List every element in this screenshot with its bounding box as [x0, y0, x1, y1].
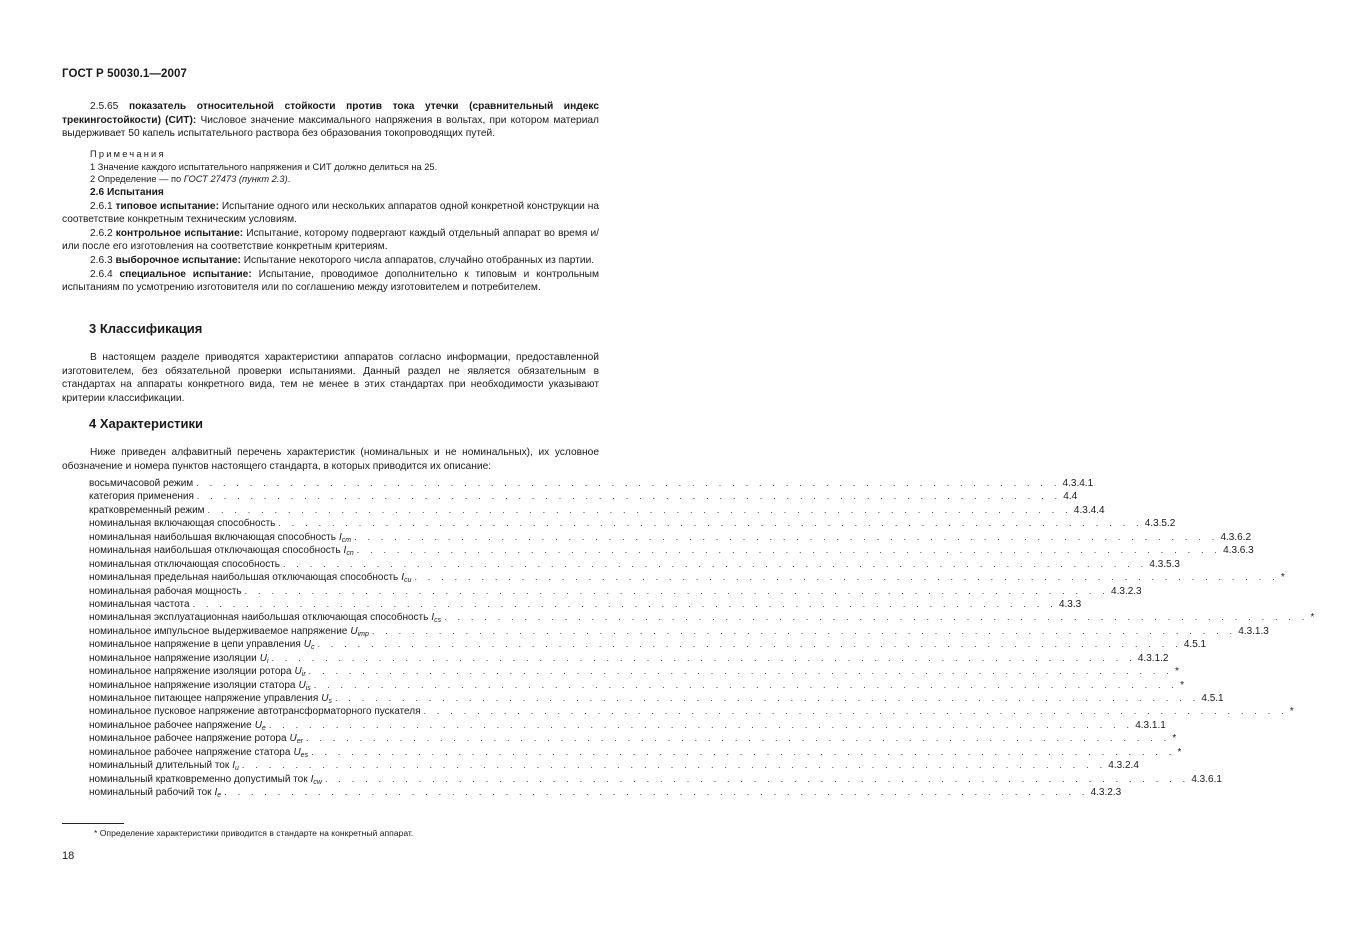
symbol-letter: I: [401, 572, 405, 584]
list-item: [89, 544, 1254, 558]
leader-dots: . . . . . . . . . . . . . . . . . . . . . . . . . . . . . . . . . . . . . . . . . . . . . . . . . . . . . . . . . . . . . . . . .: [268, 719, 1134, 730]
characteristic-name: номинальное пусковое напряжение автотрансформаторного пускателя: [89, 706, 421, 718]
footnote: * Определение характеристики приводится в стандарте на конкретный аппарат.: [94, 828, 414, 838]
note-2-reference: ГОСТ 27473 (пункт 2.3): [183, 174, 288, 185]
leader-dots: . . . . . . . . . . . . . . . . . . . . . . . . . . . . . . . . . . . . . . . . . . . . . . . . . . . . . . . . . . . . . . . . .: [196, 491, 1062, 502]
list-item: [89, 517, 1176, 530]
list-item: [89, 719, 1166, 732]
characteristic-name: номинальный длительный ток: [89, 760, 230, 772]
symbol-letter: U: [303, 639, 311, 651]
symbol-subscript: u: [235, 765, 239, 773]
characteristic-name: номинальное рабочее напряжение статора: [89, 746, 291, 758]
clause-reference: 4.3.6.1: [1191, 773, 1222, 785]
characteristic-name: номинальная рабочая мощность: [89, 585, 242, 597]
characteristic-name: номинальная отключающая способность: [89, 558, 280, 570]
clause-term: специальное испытание:: [119, 268, 252, 280]
clause-reference: *: [1310, 612, 1315, 624]
characteristic-name: номинальное напряжение в цепи управления: [89, 639, 301, 651]
list-item: [89, 652, 1169, 665]
symbol-letter: U: [321, 693, 329, 704]
clause-2-5-65: [62, 100, 599, 141]
clause-reference: *: [1177, 746, 1182, 758]
section-3-title: 3 Классификация: [89, 321, 203, 336]
clause-reference: 4.5.1: [1183, 639, 1207, 651]
leader-dots: . . . . . . . . . . . . . . . . . . . . . . . . . . . . . . . . . . . . . . . . . . . . . . . . . . . . . . . . . . . . . . . . .: [278, 518, 1143, 529]
characteristic-name: номинальный рабочий ток: [89, 787, 212, 799]
clause-reference: 4.3.4.4: [1073, 504, 1105, 516]
clause-number: 2.6.1: [90, 200, 113, 212]
symbol-subscript: s: [328, 698, 332, 705]
list-item: [89, 585, 1142, 598]
symbol-letter: U: [293, 746, 301, 758]
symbol-letter: U: [254, 719, 262, 731]
section-2-6: [62, 186, 599, 295]
clause-term: типовое испытание:: [115, 200, 219, 212]
section-4-title: 4 Характеристики: [89, 416, 204, 431]
symbol-letter: I: [431, 612, 435, 624]
characteristic-name: восьмичасовой режим: [89, 478, 194, 489]
clause-reference: 4.3.1.3: [1238, 625, 1269, 637]
section-4-intro: Ниже приведен алфавитный перечень характеристик (номинальных и не номинальных), их условное обозначение и номера пунктов настоящего стандарта, в которых приводится их описание:: [62, 447, 599, 472]
leader-dots: . . . . . . . . . . . . . . . . . . . . . . . . . . . . . . . . . . . . . . . . . . . . . . . . . . . . . . . . . . . . . . . . .: [241, 760, 1107, 771]
characteristic-name: номинальная эксплуатационная наибольшая отключающая способность: [89, 612, 429, 624]
characteristic-name: номинальное рабочее напряжение: [89, 719, 252, 731]
notes-block: [62, 148, 599, 186]
list-item: [89, 504, 1105, 517]
characteristic-name: номинальная предельная наибольшая отключающая способность: [89, 572, 399, 584]
list-item: [89, 477, 1094, 490]
leader-dots: . . . . . . . . . . . . . . . . . . . . . . . . . . . . . . . . . . . . . . . . . . . . . . . . . . . . . . . . . . . . . . . . .: [356, 545, 1222, 556]
symbol-subscript: c: [310, 644, 315, 652]
symbol-letter: U: [294, 666, 302, 678]
clause-reference: 4.3.6.2: [1220, 531, 1252, 543]
symbol-letter: I: [310, 773, 314, 785]
symbol-subscript: cw: [313, 778, 322, 786]
leader-dots: . . . . . . . . . . . . . . . . . . . . . . . . . . . . . . . . . . . . . . . . . . . . . . . . . . . . . . . . . . . . . . . . .: [207, 504, 1072, 515]
clause-text: Испытание одного или нескольких аппаратов одной конкретной конструкции на соответствие конкретным техническим условиям.: [62, 200, 599, 226]
list-item: [89, 638, 1207, 652]
clause-definition: Числовое значение максимального напряжения в вольтах, при котором материал выдерживает 50 капель испытательного раствора без образования токопроводящих путей.: [62, 114, 599, 140]
list-item: [89, 759, 1139, 773]
characteristic-name: номинальное питающее напряжение управления: [89, 693, 319, 704]
leader-dots: . . . . . . . . . . . . . . . . . . . . . . . . . . . . . . . . . . . . . . . . . . . . . . . . . . . . . . . . . . . . . . . . .: [371, 625, 1237, 636]
clause-text: Испытание, которому подвергают каждый отдельный аппарат во время и/или после его изготовления на соответствие конкретным критериям.: [62, 227, 599, 253]
clause-number: 2.5.65: [90, 101, 119, 112]
leader-dots: . . . . . . . . . . . . . . . . . . . . . . . . . . . . . . . . . . . . . . . . . . . . . . . . . . . . . . . . . . . . . . . . .: [196, 478, 1061, 488]
symbol-subscript: e: [217, 792, 222, 800]
clause-text: Испытание, проводимое дополнительно к типовым и контрольным испытаниям по усмотрению изготовителя или по соглашению между изготовителем и потребителем.: [62, 268, 599, 294]
clause-reference: 4.3.5.2: [1144, 518, 1176, 530]
symbol-letter: U: [350, 625, 358, 637]
symbol-subscript: cm: [341, 536, 352, 544]
characteristic-name: категория применения: [89, 491, 194, 503]
clause-reference: 4.3.5.3: [1149, 558, 1180, 570]
list-item: [89, 665, 1179, 679]
section-2-6-title: 2.6 Испытания: [90, 187, 164, 198]
clause-2-6-1: [62, 200, 599, 227]
clause-term: показатель относительной стойкости против тока утечки (сравнительный индекс трекингостойкости) (СИТ):: [62, 101, 599, 126]
clause-number: 2.6.3: [90, 254, 113, 266]
symbol-letter: U: [259, 652, 267, 664]
characteristic-name: номинальный кратковременно допустимый ток: [89, 773, 308, 785]
footnote-divider: [62, 823, 124, 824]
clause-term: контрольное испытание:: [115, 227, 244, 239]
list-item: [89, 679, 1185, 692]
clause-reference: 4.3.1.1: [1135, 719, 1166, 731]
leader-dots: . . . . . . . . . . . . . . . . . . . . . . . . . . . . . . . . . . . . . . . . . . . . . . . . . . . . . . . . . . . . . . . . .: [354, 531, 1219, 542]
notes-heading: Примечания: [90, 149, 166, 159]
clause-reference: 4.3.2.3: [1111, 585, 1142, 597]
list-item: [89, 732, 1177, 746]
list-item: [89, 611, 1315, 625]
list-item: [89, 786, 1122, 800]
document-header: ГОСТ Р 50030.1—2007: [62, 68, 187, 80]
clause-number: 2.6.2: [90, 227, 113, 239]
clause-2-6-4: [62, 268, 599, 295]
note-2: [62, 173, 599, 186]
characteristic-name: номинальная включающая способность: [89, 518, 276, 530]
symbol-letter: U: [289, 733, 297, 745]
leader-dots: . . . . . . . . . . . . . . . . . . . . . . . . . . . . . . . . . . . . . . . . . . . . . . . . . . . . . . . . . . . . . . . . .: [271, 652, 1136, 663]
clause-reference: 4.3.3: [1058, 598, 1082, 610]
leader-dots: . . . . . . . . . . . . . . . . . . . . . . . . . . . . . . . . . . . . . . . . . . . . . . . . . . . . . . . . . . . . . . . . .: [317, 639, 1182, 650]
leader-dots: . . . . . . . . . . . . . . . . . . . . . . . . . . . . . . . . . . . . . . . . . . . . . . . . . . . . . . . . . . . . . . . . .: [282, 558, 1148, 569]
symbol-subscript: i: [266, 657, 269, 665]
leader-dots: . . . . . . . . . . . . . . . . . . . . . . . . . . . . . . . . . . . . . . . . . . . . . . . . . . . . . . . . . . . . . . . . .: [311, 746, 1176, 757]
clause-text: Испытание некоторого числа аппаратов, случайно отобранных из партии.: [243, 254, 595, 266]
clause-reference: *: [1289, 706, 1294, 718]
symbol-subscript: cs: [434, 617, 442, 625]
characteristic-name: номинальное напряжение изоляции ротора: [89, 666, 292, 678]
symbol-subscript: ir: [301, 671, 306, 679]
characteristic-name: номинальное напряжение изоляции статора: [89, 679, 296, 691]
leader-dots: . . . . . . . . . . . . . . . . . . . . . . . . . . . . . . . . . . . . . . . . . . . . . . . . . . . . . . . . . . . . . . . . .: [192, 598, 1057, 609]
characteristic-name: номинальная наибольшая отключающая способность: [89, 545, 341, 557]
list-item: [89, 598, 1082, 611]
leader-dots: . . . . . . . . . . . . . . . . . . . . . . . . . . . . . . . . . . . . . . . . . . . . . . . . . . . . . . . . . . . . . . . . .: [308, 666, 1174, 677]
list-item: [89, 705, 1294, 718]
clause-reference: 4.3.1.2: [1137, 652, 1169, 664]
characteristic-name: номинальное напряжение изоляции: [89, 652, 257, 664]
section-3-text: В настоящем разделе приводятся характеристики аппаратов согласно информации, предоставленной изготовителем, без обязательной проверки испытаниями. Данный раздел не является обязательным в стандартах на аппараты конкретного вида, тем не менее в этих стандартах при необходимости указывают критерии классификации.: [62, 352, 599, 404]
leader-dots: . . . . . . . . . . . . . . . . . . . . . . . . . . . . . . . . . . . . . . . . . . . . . . . . . . . . . . . . . . . . . . . . .: [334, 693, 1200, 703]
clause-reference: *: [1280, 572, 1285, 584]
characteristic-name: номинальное рабочее напряжение ротора: [89, 733, 287, 745]
note-2-prefix: 2 Определение — по: [90, 174, 184, 185]
clause-reference: 4.3.6.3: [1223, 545, 1254, 557]
symbol-letter: I: [343, 545, 347, 557]
list-item: [89, 692, 1224, 705]
leader-dots: . . . . . . . . . . . . . . . . . . . . . . . . . . . . . . . . . . . . . . . . . . . . . . . . . . . . . . . . . . . . . . . . .: [313, 679, 1179, 690]
characteristic-name: номинальная частота: [89, 598, 190, 610]
clause-reference: 4.3.4.1: [1062, 478, 1094, 489]
page-number: 18: [62, 850, 75, 862]
symbol-subscript: cn: [346, 550, 354, 558]
list-item: [89, 490, 1078, 503]
leader-dots: . . . . . . . . . . . . . . . . . . . . . . . . . . . . . . . . . . . . . . . . . . . . . . . . . . . . . . . . . . . . . . . . .: [444, 612, 1309, 623]
list-item: [89, 746, 1182, 759]
clause-reference: 4.3.2.4: [1108, 760, 1139, 772]
symbol-subscript: es: [300, 751, 309, 759]
clause-number: 2.6.4: [90, 268, 113, 280]
clause-term: выборочное испытание:: [115, 254, 241, 266]
list-item: [89, 571, 1285, 585]
list-item: [89, 558, 1180, 571]
characteristic-name: кратковременный режим: [89, 504, 205, 516]
list-item: [89, 531, 1252, 544]
symbol-subscript: cu: [404, 577, 412, 585]
characteristic-name: номинальная наибольшая включающая способность: [89, 531, 336, 543]
clause-reference: *: [1175, 666, 1179, 678]
symbol-letter: I: [232, 760, 236, 772]
symbol-subscript: e: [261, 724, 266, 732]
characteristic-symbol: [215, 786, 225, 802]
note-1: 1 Значение каждого испытательного напряжения и СИТ должно делиться на 25.: [90, 161, 438, 172]
leader-dots: . . . . . . . . . . . . . . . . . . . . . . . . . . . . . . . . . . . . . . . . . . . . . . . . . . . . . . . . . . . . . . . . .: [224, 787, 1089, 798]
symbol-subscript: is: [305, 684, 311, 692]
symbol-letter: U: [298, 679, 306, 691]
characteristic-name: номинальное импульсное выдерживаемое напряжение: [89, 625, 348, 637]
clause-reference: 4.3.2.3: [1090, 787, 1122, 799]
leader-dots: . . . . . . . . . . . . . . . . . . . . . . . . . . . . . . . . . . . . . . . . . . . . . . . . . . . . . . . . . . . . . . . . .: [306, 733, 1171, 744]
symbol-subscript: imp: [357, 630, 369, 638]
symbol-subscript: er: [296, 738, 303, 746]
symbol-letter: I: [338, 531, 342, 543]
leader-dots: . . . . . . . . . . . . . . . . . . . . . . . . . . . . . . . . . . . . . . . . . . . . . . . . . . . . . . . . . . . . . . . . .: [423, 706, 1288, 717]
symbol-letter: I: [214, 787, 218, 799]
clause-reference: *: [1180, 679, 1185, 691]
clause-2-6-3: [62, 254, 599, 268]
list-item: [89, 625, 1269, 638]
leader-dots: . . . . . . . . . . . . . . . . . . . . . . . . . . . . . . . . . . . . . . . . . . . . . . . . . . . . . . . . . . . . . . . . .: [244, 585, 1110, 596]
clause-reference: *: [1172, 733, 1177, 745]
clause-2-6-2: [62, 227, 599, 254]
leader-dots: . . . . . . . . . . . . . . . . . . . . . . . . . . . . . . . . . . . . . . . . . . . . . . . . . . . . . . . . . . . . . . . . .: [324, 773, 1190, 784]
characteristics-list: [89, 477, 1315, 800]
leader-dots: . . . . . . . . . . . . . . . . . . . . . . . . . . . . . . . . . . . . . . . . . . . . . . . . . . . . . . . . . . . . . . . . .: [414, 572, 1279, 583]
clause-reference: 4.5.1: [1201, 693, 1224, 704]
list-item: [89, 773, 1222, 786]
clause-reference: 4.4: [1063, 491, 1078, 503]
note-2-suffix: .: [287, 174, 291, 185]
